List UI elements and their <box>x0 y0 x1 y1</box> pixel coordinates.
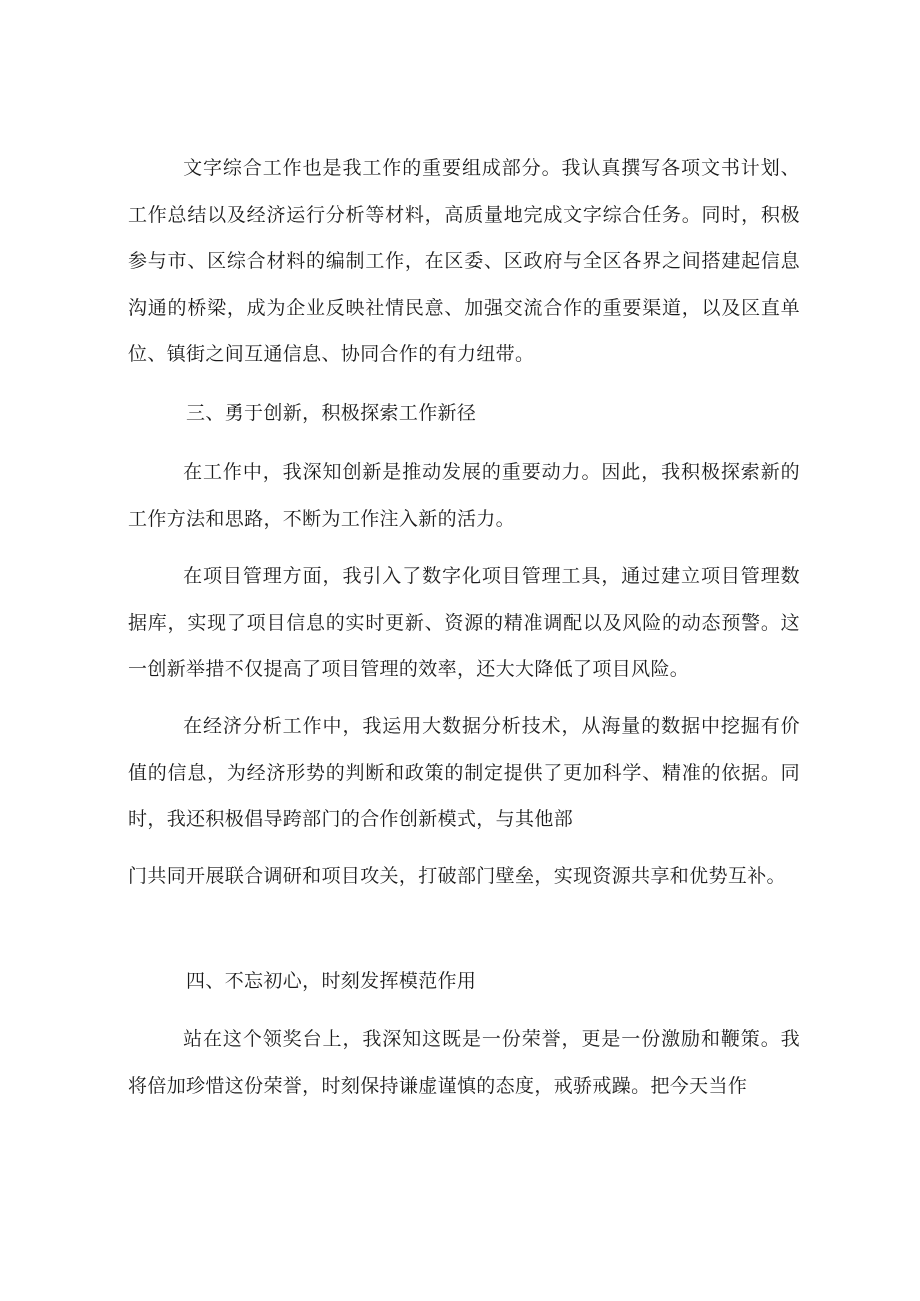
paragraph-economic-analysis-continued: 门共同开展联合调研和项目攻关，打破部门壁垒，实现资源共享和优势互补。 <box>128 865 786 887</box>
paragraph-economic-analysis: 在经济分析工作中，我运用大数据分析技术，从海量的数据中挖掘有价值的信息，为经济形势的判断和政策的制定提供了更加科学、精准的依据。同时，我还积极倡导跨部门的合作创新模式，与其他部 <box>128 715 800 830</box>
paragraph-innovation-intro: 在工作中，我深知创新是推动发展的重要动力。因此，我积极探索新的工作方法和思路，不断为工作注入新的活力。 <box>128 461 800 530</box>
paragraph-text-work: 文字综合工作也是我工作的重要组成部分。我认真撰写各项文书计划、工作总结以及经济运行分析等材料，高质量地完成文字综合任务。同时，积极参与市、区综合材料的编制工作，在区委、区政府与全区各界之间搭建起信息沟通的桥梁，成为企业反映社情民意、加强交流合作的重要渠道，以及区直单位、镇街之间互通信息、协同合作的有力纽带。 <box>128 157 800 365</box>
paragraph-award-reflection: 站在这个领奖台上，我深知这既是一份荣誉，更是一份激励和鞭策。我将倍加珍惜这份荣誉，时刻保持谦虚谨慎的态度，戒骄戒躁。把今天当作 <box>128 1028 800 1097</box>
section-heading-innovation: 三、勇于创新，积极探索工作新径 <box>186 402 477 424</box>
paragraph-project-management: 在项目管理方面，我引入了数字化项目管理工具，通过建立项目管理数据库，实现了项目信息的实时更新、资源的精准调配以及风险的动态预警。这一创新举措不仅提高了项目管理的效率，还大大降低了项目风险。 <box>128 565 800 680</box>
section-heading-original-aspiration: 四、不忘初心，时刻发挥模范作用 <box>186 970 477 992</box>
